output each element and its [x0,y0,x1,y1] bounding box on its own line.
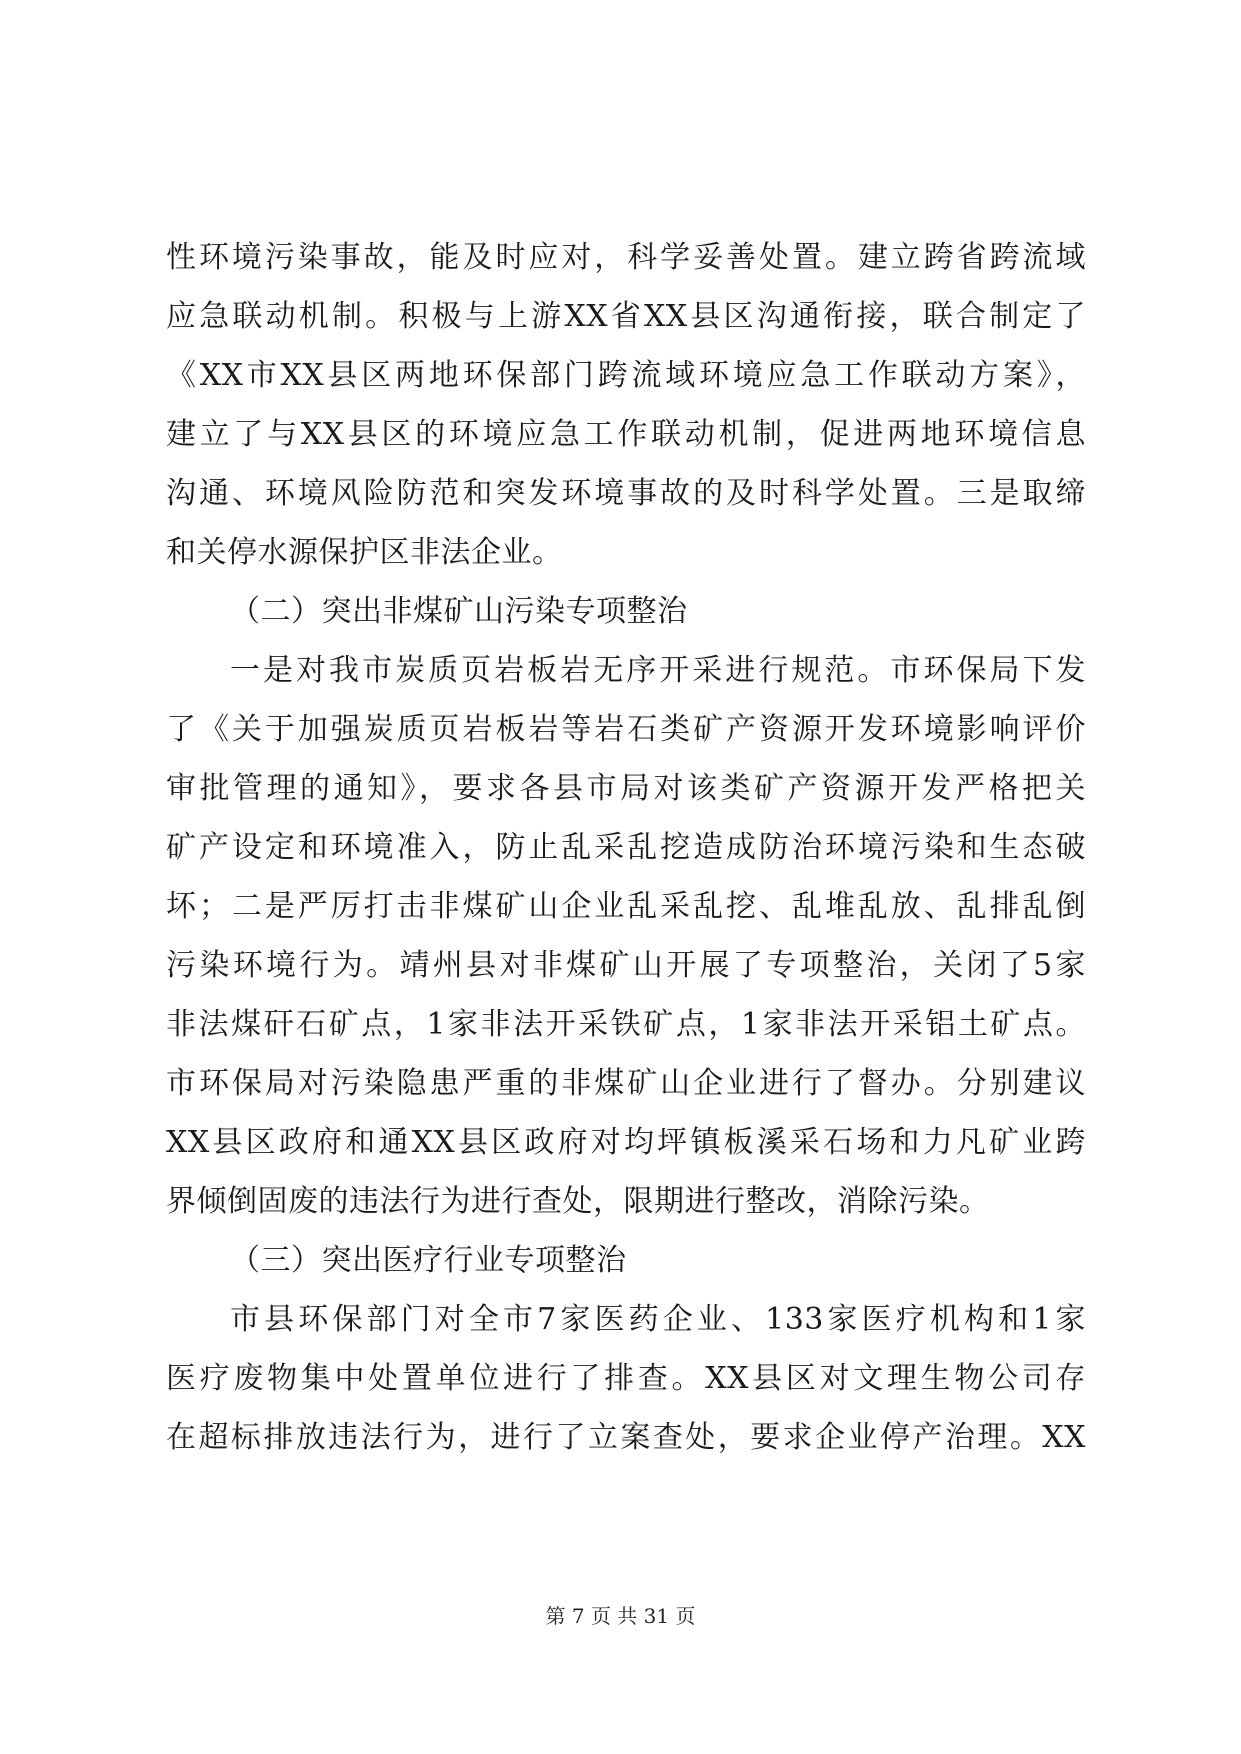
text-line: （三）突出医疗行业专项整治 [230,1243,627,1278]
text-line: （二）突出非煤矿山污染专项整治 [230,594,688,629]
text-line: 市环保局对污染隐患严重的非煤矿山企业进行了督办。分别建议 [166,1066,1086,1101]
text-line: 矿产设定和环境准入，防止乱采乱挖造成防治环境污染和生态破 [166,830,1086,865]
page-number-footer: 第 7 页 共 31 页 [545,1604,696,1628]
text-line: 了《关于加强炭质页岩板岩等岩石类矿产资源开发环境影响评价 [166,712,1086,747]
text-line: 医疗废物集中处置单位进行了排查。XX县区对文理生物公司存 [166,1361,1086,1396]
text-line: 《XX市XX县区两地环保部门跨流域环境应急工作联动方案》， [166,358,1086,393]
text-line: 污染环境行为。靖州县对非煤矿山开展了专项整治，关闭了5家 [166,948,1086,983]
text-line: XX县区政府和通XX县区政府对均坪镇板溪采石场和力凡矿业跨 [166,1125,1086,1160]
text-line: 性环境污染事故，能及时应对，科学妥善处置。建立跨省跨流域 [166,240,1086,275]
text-line: 一是对我市炭质页岩板岩无序开采进行规范。市环保局下发 [230,653,1086,688]
text-line: 沟通、环境风险防范和突发环境事故的及时科学处置。三是取缔 [166,476,1086,511]
text-line: 市县环保部门对全市7家医药企业、133家医疗机构和1家 [230,1302,1086,1337]
text-line: 和关停水源保护区非法企业。 [166,535,563,570]
text-line: 审批管理的通知》，要求各县市局对该类矿产资源开发严格把关 [166,771,1086,806]
text-line: 在超标排放违法行为，进行了立案查处，要求企业停产治理。XX [166,1420,1086,1455]
document-body [166,228,1086,1467]
text-line: 非法煤矸石矿点，1家非法开采铁矿点，1家非法开采铝土矿点。 [166,1007,1086,1042]
text-line: 界倾倒固废的违法行为进行查处，限期进行整改，消除污染。 [166,1184,990,1219]
text-line: 坏；二是严厉打击非煤矿山企业乱采乱挖、乱堆乱放、乱排乱倒 [166,889,1086,924]
text-line: 建立了与XX县区的环境应急工作联动机制，促进两地环境信息 [166,417,1086,452]
text-line: 应急联动机制。积极与上游XX省XX县区沟通衔接，联合制定了 [166,299,1086,334]
